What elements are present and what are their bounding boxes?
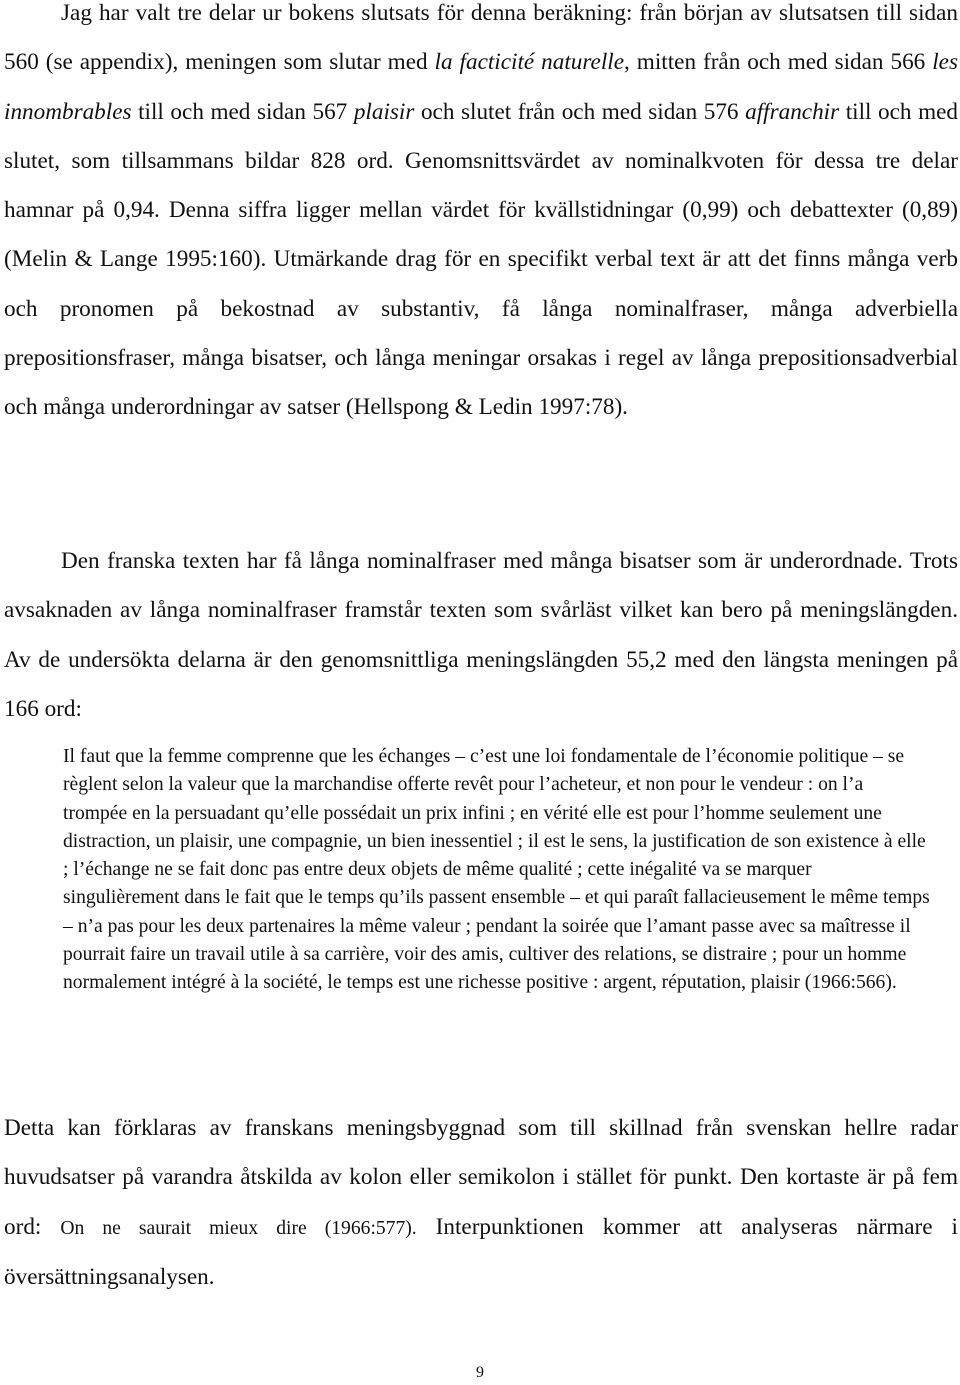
paragraph-2: Den franska texten har få långa nominalfraser med många bisatser som är underordnade. Trots avsaknaden av långa nominalfraser framstår texten som svårläst vilket kan bero på meningslängden. Av de undersökta delarna är den genomsnittliga meningslängden 55,2 med den längsta meningen på 166 ord: (4, 548, 958, 722)
paragraph-1-italic-2: les innombrables (4, 49, 958, 125)
paragraph-3 (4, 1104, 958, 1302)
inline-quote: On ne saurait mieux dire (1966:577). (60, 1217, 417, 1239)
block-quote: Il faut que la femme comprenne que les échanges – c’est une loi fondamentale de l’économie politique – se règlent selon la valeur que la marchandise offerte revêt pour l’acheteur, et non pour le vendeur : on l’a trompée en la persuadant qu’elle possédait un prix infini ; en vérité elle est pour l’homme seulement une distraction, un plaisir, une compagnie, un bien inessentiel ; il est le sens, la justification de son existence à elle ; l’échange ne se fait donc pas entre deux objets de même qualité ; cette inégalité va se marquer singulièrement dans le fait que le temps qu’ils passent ensemble – et qui paraît fallacieusement le même temps – n’a pas pour les deux partenaires la même valeur ; pendant la soirée que l’amant passe avec sa maîtresse il pourrait faire un travail utile à sa carrière, voir des amis, cultiver des relations, se distraire ; pour un homme normalement intégré à la société, le temps est une richesse positive : argent, réputation, plaisir (1966:566). (63, 746, 930, 994)
paragraph-1-text-4: och slutet från och med sidan 576 (414, 98, 746, 125)
paragraph-1-text-1: Jag har valt tre delar ur bokens slutsats för denna beräkning: från början av slutsatsen till sidan 560 (se appendix), meningen som slutar med (4, 0, 958, 76)
page-number: 9 (476, 1364, 484, 1381)
paragraph-1-italic-3: plaisir (353, 98, 415, 125)
paragraph-1-text-3: till och med sidan 567 (131, 98, 354, 125)
paragraph-1-text-2: , mitten från och med sidan 566 (624, 49, 933, 76)
paragraph-1-italic-1: la facticité naturelle (434, 49, 625, 76)
paragraph-1-italic-4: affranchir (745, 98, 840, 125)
paragraph-1-text-5: till och med slutet, som tillsammans bildar 828 ord. Genomsnittsvärdet av nominalkvoten för dessa tre delar hamnar på 0,94. Denna siffra ligger mellan värdet för kvällstidningar (0,99) och debattexter (0,89) (Melin & Lange 1995:160). Utmärkande drag för en specifikt verbal text är att det finns många verb och pronomen på bekostnad av substantiv, få långa nominalfraser, många adverbiella prepositionsfraser, många bisatser, och långa meningar orsakas i regel av långa prepositionsadverbial och många underordningar av satser (Hellspong & Ledin 1997:78). (4, 98, 959, 421)
paragraph-3-text-2: Interpunktionen kommer att analyseras närmare i översättningsanalysen. (4, 1213, 958, 1290)
paragraph-3-text-1: Detta kan förklaras av franskans meningsbyggnad som till skillnad från svenskan hellre radar huvudsatser på varandra åtskilda av kolon eller semikolon i stället för punkt. Den kortaste är på fem ord: (4, 1115, 958, 1240)
paragraph-1 (4, 0, 958, 433)
